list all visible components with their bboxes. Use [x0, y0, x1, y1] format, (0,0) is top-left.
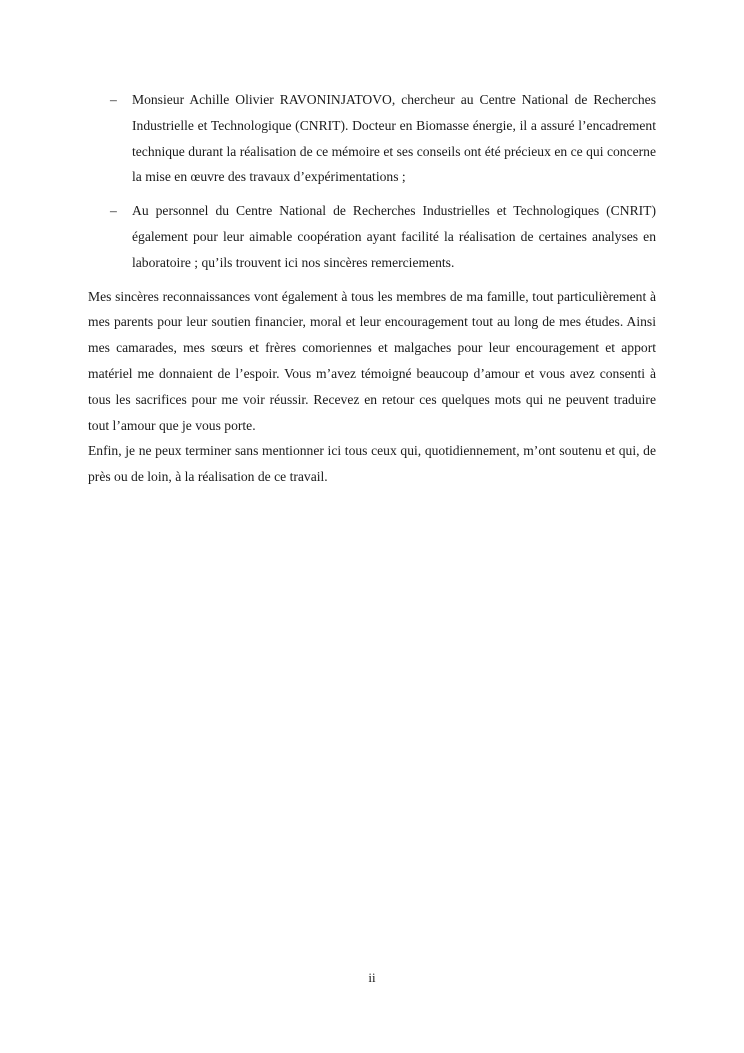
page-number: ii: [368, 970, 376, 985]
closing-paragraph: Enfin, je ne peux terminer sans mentionner ici tous ceux qui, quotidiennement, m’ont soutenu et qui, de près ou de loin, à la réalisation de ce travail.: [88, 443, 656, 485]
dash-bullet: –: [110, 203, 117, 219]
acknowledgement-list: [88, 87, 656, 276]
family-paragraph: Mes sincères reconnaissances vont également à tous les membres de ma famille, tout particulièrement à mes parents pour leur soutien financier, moral et leur encouragement tout au long de mes études. Ainsi mes camarades, mes sœurs et frères comoriennes et malgaches pour leur encouragement et apport matériel me donnaient de l’espoir. Vous m’avez témoigné beaucoup d’amour et vous avez consenti à tous les sacrifices pour me voir réussir. Recevez en retour ces quelques mots qui ne peuvent traduire tout l’amour que je vous porte.: [88, 288, 656, 433]
dash-bullet: –: [110, 92, 117, 107]
list-item: [88, 198, 656, 275]
list-item: [88, 87, 656, 190]
list-item-text: Monsieur Achille Olivier RAVONINJATOVO, chercheur au Centre National de Recherches Industrielle et Technologique (CNRIT). Docteur en Biomasse énergie, il a assuré l’encadrement technique durant la réalisation de ce mémoire et ses conseils ont été précieux en ce qui concerne la mise en œuvre des travaux d’expérimentations ;: [132, 92, 656, 185]
list-item-text: Au personnel du Centre National de Recherches Industrielles et Technologiques (CNRIT) également pour leur aimable coopération ayant facilité la réalisation de certaines analyses en laboratoire ; qu’ils trouvent ici nos sincères remerciements.: [132, 203, 656, 270]
document-body: [88, 87, 656, 490]
